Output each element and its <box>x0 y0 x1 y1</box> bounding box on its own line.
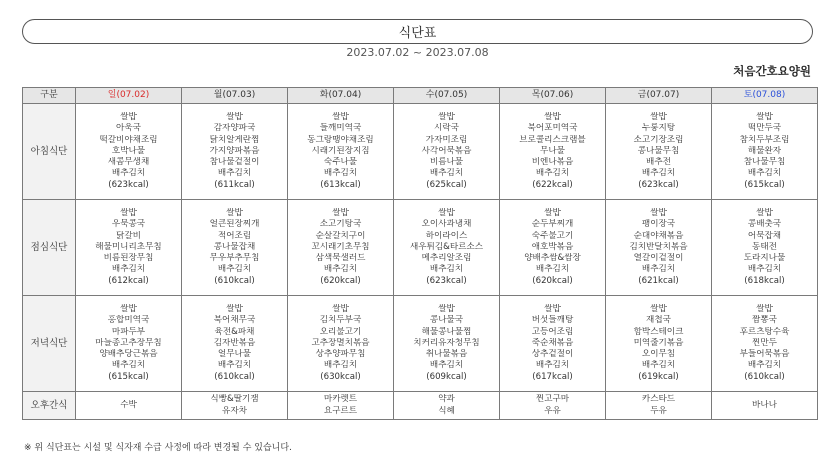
menu-item: 순대야채볶음 <box>633 230 684 241</box>
menu-item: 유자차 <box>222 405 247 416</box>
meal-table <box>22 87 818 420</box>
menu-cell-breakfast-tue <box>288 104 394 200</box>
menu-cell-lunch-fri <box>606 200 712 296</box>
menu-item: 무나물 <box>540 145 565 156</box>
menu-item: 꼬시래기초무침 <box>311 241 370 252</box>
menu-item: 김자반볶음 <box>213 337 256 348</box>
menu-cell-snack-sun <box>76 392 182 420</box>
menu-item: 요구르트 <box>323 405 358 416</box>
menu-item: 콩배춧국 <box>747 219 782 230</box>
menu-item: 콩나물국 <box>429 315 464 326</box>
menu-cell-snack-thu <box>500 392 606 420</box>
menu-item: 비름된장무침 <box>103 253 154 264</box>
menu-cell-snack-mon <box>182 392 288 420</box>
menu-cell-breakfast-wed <box>394 104 500 200</box>
menu-cell-dinner-tue <box>288 296 394 392</box>
menu-item: 오이사과냉채 <box>421 219 472 230</box>
menu-item: 바나나 <box>752 399 777 410</box>
menu-cell-snack-sat <box>712 392 818 420</box>
menu-item: 홍합미역국 <box>107 315 150 326</box>
menu-item: (615kcal) <box>744 179 785 190</box>
table-row <box>23 200 818 296</box>
menu-item: 쌀밥 <box>226 304 243 315</box>
menu-item: 식빵&딸기잼 <box>210 394 259 405</box>
menu-item: 해물미니리초무침 <box>95 241 162 252</box>
menu-item: 닭갈비 <box>116 230 141 241</box>
menu-item: 양배추당근볶음 <box>99 349 158 360</box>
menu-item: 짬뽕국 <box>752 315 777 326</box>
menu-cell-lunch-sun <box>76 200 182 296</box>
menu-item: 참나물겉절이 <box>209 157 260 168</box>
menu-item: 어묵잡채 <box>747 230 782 241</box>
menu-item: 수박 <box>120 399 137 410</box>
menu-cell-dinner-sat <box>712 296 818 392</box>
menu-item: 고추장멸치볶음 <box>311 337 370 348</box>
menu-item: (610kcal) <box>214 371 255 382</box>
menu-cell-dinner-thu <box>500 296 606 392</box>
menu-item: 하이라이스 <box>425 230 468 241</box>
menu-item: 배추김치 <box>641 168 676 179</box>
menu-item: 시락국 <box>434 123 459 134</box>
menu-item: 삼색묵샐러드 <box>315 253 366 264</box>
day-header-sat: 토(07.08) <box>712 88 818 104</box>
menu-item: 배추김치 <box>111 168 146 179</box>
menu-cell-snack-tue <box>288 392 394 420</box>
menu-item: 치커리유자청무침 <box>413 337 480 348</box>
menu-item: 마파두부 <box>111 326 146 337</box>
menu-item: (615kcal) <box>108 371 149 382</box>
menu-item: 새우튀김&타르소스 <box>409 241 484 252</box>
menu-item: 감자양파국 <box>213 123 256 134</box>
menu-cell-dinner-fri <box>606 296 712 392</box>
menu-item: 버섯들깨탕 <box>531 315 574 326</box>
menu-item: (623kcal) <box>108 179 149 190</box>
menu-item: 배추김치 <box>429 168 464 179</box>
menu-item: 마카렛트 <box>323 394 358 405</box>
menu-cell-lunch-sat <box>712 200 818 296</box>
menu-item: 쌀밥 <box>650 304 667 315</box>
menu-item: (609kcal) <box>426 371 467 382</box>
menu-item: 참치두부조림 <box>739 134 790 145</box>
menu-item: 쌀밥 <box>438 304 455 315</box>
menu-cell-dinner-mon <box>182 296 288 392</box>
menu-item: 배추김치 <box>535 360 570 371</box>
menu-item: (625kcal) <box>426 179 467 190</box>
menu-item: 육전&파채 <box>214 326 255 337</box>
menu-item: 상추겉절이 <box>531 349 574 360</box>
menu-item: 메추리알조림 <box>421 253 472 264</box>
day-header-fri: 금(07.07) <box>606 88 712 104</box>
menu-item: 배추김치 <box>217 360 252 371</box>
menu-item: 소고기장조림 <box>633 134 684 145</box>
menu-cell-snack-fri <box>606 392 712 420</box>
menu-item: 동태전 <box>752 241 777 252</box>
menu-item: 가자미조림 <box>425 134 468 145</box>
row-label-breakfast: 아침식단 <box>23 104 76 200</box>
menu-item: 얼무나물 <box>217 349 252 360</box>
menu-item: 후르츠탕수육 <box>739 326 790 337</box>
menu-item: 순살갈치구이 <box>315 230 366 241</box>
menu-item: 동그랑땡야채조림 <box>307 134 374 145</box>
menu-item: 우묵콩국 <box>111 219 146 230</box>
menu-item: 마늘종고추장무침 <box>95 337 162 348</box>
menu-item: 배추김치 <box>641 264 676 275</box>
menu-item: 떡만두국 <box>747 123 782 134</box>
menu-item: 콩나물무침 <box>637 145 680 156</box>
menu-cell-breakfast-fri <box>606 104 712 200</box>
menu-item: 배추김치 <box>429 360 464 371</box>
menu-cell-breakfast-thu <box>500 104 606 200</box>
menu-item: 배추김치 <box>747 168 782 179</box>
menu-cell-lunch-thu <box>500 200 606 296</box>
menu-cell-lunch-wed <box>394 200 500 296</box>
menu-item: (630kcal) <box>320 371 361 382</box>
menu-item: 배추김치 <box>323 168 358 179</box>
menu-item: 약과 <box>438 394 455 405</box>
day-header-tue: 화(07.04) <box>288 88 394 104</box>
menu-item: 소고기탕국 <box>319 219 362 230</box>
menu-item: (613kcal) <box>320 179 361 190</box>
menu-item: 쌀밥 <box>756 208 773 219</box>
menu-item: 쌀밥 <box>120 112 137 123</box>
menu-item: 쌀밥 <box>544 304 561 315</box>
menu-item: 배추김치 <box>429 264 464 275</box>
menu-item: 닭치알게란찜 <box>209 134 260 145</box>
menu-item: 호박나물 <box>111 145 146 156</box>
menu-item: 쌀밥 <box>226 208 243 219</box>
menu-item: 팽이장국 <box>641 219 676 230</box>
menu-cell-dinner-wed <box>394 296 500 392</box>
menu-item: (611kcal) <box>214 179 255 190</box>
menu-item: (610kcal) <box>214 275 255 286</box>
facility-name: 처음간호요양원 <box>733 64 811 78</box>
menu-item: 고등어조림 <box>531 326 574 337</box>
menu-item: 우유 <box>544 405 561 416</box>
menu-item: 오리불고기 <box>319 326 362 337</box>
menu-item: 쌀밥 <box>332 112 349 123</box>
menu-item: 누룽지탕 <box>641 123 676 134</box>
menu-item: 배추김치 <box>323 360 358 371</box>
row-label-lunch: 점심식단 <box>23 200 76 296</box>
menu-item: 배추김치 <box>111 360 146 371</box>
menu-item: 죽순채볶음 <box>531 337 574 348</box>
menu-cell-breakfast-mon <box>182 104 288 200</box>
menu-item: 도라지나물 <box>743 253 786 264</box>
menu-item: 아욱국 <box>116 123 141 134</box>
menu-item: (618kcal) <box>744 275 785 286</box>
menu-item: 두유 <box>650 405 667 416</box>
menu-item: 해물완자 <box>747 145 782 156</box>
menu-item: 오이무침 <box>641 349 676 360</box>
menu-cell-lunch-tue <box>288 200 394 296</box>
menu-item: 배추김치 <box>641 360 676 371</box>
menu-item: 재첩국 <box>646 315 671 326</box>
table-row <box>23 104 818 200</box>
menu-item: 쌀밥 <box>544 208 561 219</box>
menu-item: 쌀밥 <box>544 112 561 123</box>
table-row <box>23 392 818 420</box>
menu-cell-lunch-mon <box>182 200 288 296</box>
menu-item: 북어포미역국 <box>527 123 578 134</box>
menu-item: 미역줄기볶음 <box>633 337 684 348</box>
menu-item: 얼큰된장찌개 <box>209 219 260 230</box>
menu-item: 상추양파무침 <box>315 349 366 360</box>
menu-item: 쌀밥 <box>120 304 137 315</box>
menu-item: 김치두부국 <box>319 315 362 326</box>
menu-item: 쌀밥 <box>438 112 455 123</box>
day-header-sun: 일(07.02) <box>76 88 182 104</box>
corner-header: 구분 <box>23 88 76 104</box>
day-header-wed: 수(07.05) <box>394 88 500 104</box>
menu-item: 쌀밥 <box>332 208 349 219</box>
menu-item: (623kcal) <box>638 179 679 190</box>
menu-item: (619kcal) <box>638 371 679 382</box>
menu-item: 쌀밥 <box>650 112 667 123</box>
menu-item: (620kcal) <box>532 275 573 286</box>
menu-item: 숙주나물 <box>323 157 358 168</box>
menu-item: 비름나물 <box>429 157 464 168</box>
menu-item: 열갈이겉절이 <box>633 253 684 264</box>
menu-item: 무우부추무침 <box>209 253 260 264</box>
menu-item: 함박스테이크 <box>633 326 684 337</box>
day-header-thu: 목(07.06) <box>500 88 606 104</box>
menu-item: 쌀밥 <box>756 304 773 315</box>
menu-item: 들깨미역국 <box>319 123 362 134</box>
menu-item: 배추김치 <box>535 168 570 179</box>
menu-title-box <box>22 19 813 44</box>
table-row <box>23 296 818 392</box>
menu-item: 배추김치 <box>535 264 570 275</box>
menu-item: 브로콜리스크램블 <box>519 134 586 145</box>
menu-item: 쌀밥 <box>226 112 243 123</box>
menu-item: 식혜 <box>438 405 455 416</box>
page-title: 식단표 <box>398 26 437 41</box>
menu-item: 비엔나볶음 <box>531 157 574 168</box>
menu-item: (612kcal) <box>108 275 149 286</box>
menu-item: 배추김치 <box>323 264 358 275</box>
day-header-mon: 월(07.03) <box>182 88 288 104</box>
menu-item: 배추김치 <box>217 168 252 179</box>
menu-item: 쌀밥 <box>120 208 137 219</box>
menu-item: 떡갈비야채조림 <box>99 134 158 145</box>
menu-item: (620kcal) <box>320 275 361 286</box>
menu-item: 배추김치 <box>747 360 782 371</box>
menu-item: 적어조림 <box>217 230 252 241</box>
menu-cell-breakfast-sun <box>76 104 182 200</box>
menu-item: 해물콩나물찜 <box>421 326 472 337</box>
menu-item: (623kcal) <box>426 275 467 286</box>
menu-item: 숙주불고기 <box>531 230 574 241</box>
menu-item: 배추김치 <box>747 264 782 275</box>
menu-cell-breakfast-sat <box>712 104 818 200</box>
menu-item: 새콤무생채 <box>107 157 150 168</box>
menu-item: 김치반달치볶음 <box>629 241 688 252</box>
menu-item: 사각어묵볶음 <box>421 145 472 156</box>
row-label-dinner: 저녁식단 <box>23 296 76 392</box>
menu-item: (617kcal) <box>532 371 573 382</box>
menu-item: 쌀밥 <box>650 208 667 219</box>
menu-item: 찐만두 <box>752 337 777 348</box>
menu-item: 카스타드 <box>641 394 676 405</box>
menu-item: 콩나물잡채 <box>213 241 256 252</box>
menu-cell-snack-wed <box>394 392 500 420</box>
menu-item: 취나물볶음 <box>425 349 468 360</box>
menu-item: 쌀밥 <box>438 208 455 219</box>
menu-item: 양배추쌈&쌈장 <box>524 253 581 264</box>
menu-cell-dinner-sun <box>76 296 182 392</box>
menu-item: (622kcal) <box>532 179 573 190</box>
row-label-snack: 오후간식 <box>23 392 76 420</box>
menu-item: (610kcal) <box>744 371 785 382</box>
table-header-row <box>23 88 818 104</box>
menu-item: 쌀밥 <box>332 304 349 315</box>
menu-item: 가지양파볶음 <box>209 145 260 156</box>
menu-item: 배추김치 <box>111 264 146 275</box>
menu-item: 배추전 <box>646 157 671 168</box>
footnote: ※ 위 식단표는 시설 및 식자재 수급 사정에 따라 변경될 수 있습니다. <box>24 443 292 453</box>
menu-item: 찐고구마 <box>535 394 570 405</box>
menu-item: 부들어묵볶음 <box>739 349 790 360</box>
menu-item: 순두부찌개 <box>531 219 574 230</box>
menu-item: (621kcal) <box>638 275 679 286</box>
menu-item: 시래기된장지짐 <box>311 145 370 156</box>
menu-item: 배추김치 <box>217 264 252 275</box>
menu-item: 애호박볶음 <box>531 241 574 252</box>
menu-item: 쌀밥 <box>756 112 773 123</box>
date-range: 2023.07.02 ~ 2023.07.08 <box>346 46 489 59</box>
menu-item: 참나물무침 <box>743 157 786 168</box>
menu-item: 북어채무국 <box>213 315 256 326</box>
